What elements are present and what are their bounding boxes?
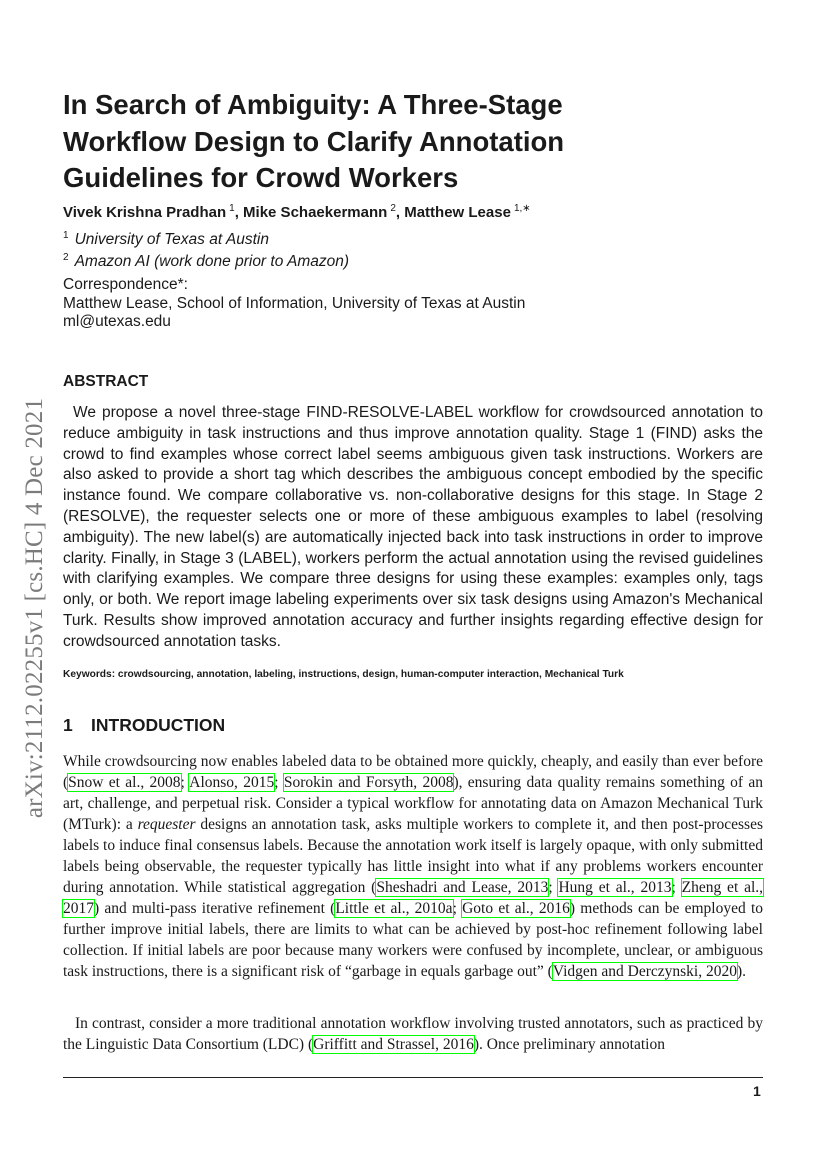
affiliation-1 — [63, 230, 269, 249]
section-number: 1 — [63, 715, 73, 735]
citation-link[interactable]: Alonso, 2015 — [189, 774, 275, 791]
affiliation-marker: 1 — [63, 230, 69, 241]
correspondence-block — [63, 276, 525, 332]
citation-link[interactable]: Sorokin and Forsyth, 2008 — [283, 774, 454, 791]
citation-link[interactable]: Zheng et al., 2017 — [63, 879, 764, 917]
keywords-line: Keywords: crowdsourcing, annotation, labeling, instructions, design, human-computer interaction, Mechanical Turk — [63, 669, 624, 680]
paragraph-text: ). — [737, 963, 747, 980]
paragraph-text: ; — [671, 879, 682, 896]
section-title: INTRODUCTION — [91, 715, 226, 735]
citation-link[interactable]: Sheshadri and Lease, 2013 — [376, 879, 549, 896]
author-affiliation-marker: 1 — [229, 203, 235, 214]
author-name: Vivek Krishna Pradhan — [63, 204, 227, 221]
paragraph-text: ). Once preliminary annotation — [473, 1036, 665, 1053]
paragraph-text: In contrast, consider a more traditional annotation workflow involving trusted annotators, such as practiced by the Linguistic Data Consortium (LDC) ( — [63, 1015, 763, 1053]
affiliation-2 — [63, 252, 349, 271]
paragraph-text: While crowdsourcing now enables labeled data to be obtained more quickly, cheaply, and easily than ever before ( — [63, 753, 763, 791]
arxiv-sidebar — [12, 0, 58, 1171]
citation-link[interactable]: Snow et al., 2008 — [68, 774, 181, 791]
paragraph-text: designs an annotation task, asks multiple workers to complete it, and then post-processes labels to induce final consensus labels. Because the annotation work itself is largely opaque, with only submitted labels being observable, the requester typically has little insight into what if any problems workers encounter during annotation. While statistical aggregation ( — [63, 816, 763, 896]
citation-link[interactable]: Little et al., 2010a — [335, 900, 453, 917]
affiliation-marker: 2 — [63, 252, 69, 263]
intro-paragraph-2 — [63, 1013, 763, 1055]
citation-link[interactable]: Vidgen and Derczynski, 2020 — [552, 963, 737, 980]
paragraph-text: ; — [548, 879, 559, 896]
emphasized-term: requester — [137, 816, 196, 833]
citation-link[interactable]: Hung et al., 2013 — [558, 879, 672, 896]
arxiv-identifier: arXiv:2112.02255v1 [cs.HC] 4 Dec 2021 — [21, 397, 48, 819]
author-list — [63, 203, 531, 221]
page-number: 1 — [753, 1083, 761, 1099]
paragraph-text: ) methods can be employed to further improve initial labels, there are limits to what can be achieved by post-hoc refinement following label collection. If initial labels are poor because many workers were confused by incomplete, unclear, or ambiguous task instructions, there is a significant risk of “garbage in equals garbage out” ( — [63, 900, 764, 980]
author-separator: , — [395, 204, 405, 221]
author-separator: , — [234, 204, 244, 221]
paragraph-text: ; — [452, 900, 463, 917]
abstract-heading: ABSTRACT — [63, 373, 149, 390]
correspondence-email: ml@utexas.edu — [63, 313, 171, 330]
footer-rule — [63, 1077, 763, 1078]
correspondence-address: Matthew Lease, School of Information, University of Texas at Austin — [63, 294, 526, 312]
paragraph-text: ; — [180, 774, 190, 791]
author-name: Mike Schaekermann — [243, 204, 388, 221]
affiliation-text: Amazon AI (work done prior to Amazon) — [74, 253, 350, 271]
paragraph-text: ), ensuring data quality remains something of an art, challenge, and perpetual risk. Consider a typical workflow for annotating data on Amazon Mechanical Turk (MTurk): a — [63, 774, 764, 833]
paper-title: In Search of Ambiguity: A Three-Stage Workflow Design to Clarify Annotation Guidelines for Crowd Workers — [63, 89, 565, 193]
author-affiliation-marker: 2 — [390, 203, 396, 214]
citation-link[interactable]: Goto et al., 2016 — [462, 900, 570, 917]
abstract-text: We propose a novel three-stage FIND-RESOLVE-LABEL workflow for crowdsourced annotation to reduce ambiguity in task instructions and thus improve annotation quality. Stage 1 (FIND) asks the crowd to find examples whose correct label seems ambiguous given task instructions. Workers are also asked to provide a short tag which describes the ambiguous concept embodied by the specific instance found. We compare collaborative vs. non-collaborative designs for this stage. In Stage 2 (RESOLVE), the requester selects one or more of these ambiguous examples to label (resolving ambiguity). The new label(s) are automatically injected back into task instructions in order to improve clarity. Finally, in Stage 3 (LABEL), workers perform the actual annotation using the revised guidelines with clarifying examples. We compare three designs for using these examples: examples only, tags only, or both. We report image labeling experiments over six task designs using Amazon's Mechanical Turk. Results show improved annotation accuracy and further insights regarding effective design for crowdsourced annotation tasks. — [63, 404, 763, 650]
paragraph-text: ; — [274, 774, 284, 791]
correspondence-label: Correspondence*: — [63, 276, 188, 293]
author-name: Matthew Lease — [404, 204, 511, 221]
affiliation-text: University of Texas at Austin — [74, 231, 269, 249]
citation-link[interactable]: Griffitt and Strassel, 2016 — [313, 1036, 474, 1053]
author-affiliation-marker: 1,∗ — [513, 203, 531, 214]
section-heading — [63, 715, 225, 736]
paragraph-text: ) and multi-pass iterative refinement ( — [94, 900, 336, 917]
intro-paragraph-1 — [63, 751, 763, 982]
